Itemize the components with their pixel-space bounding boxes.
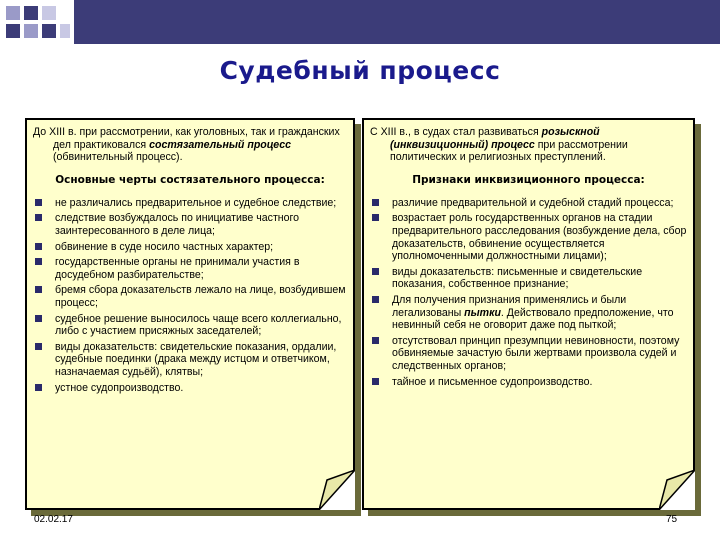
page-title: Судебный процесс: [219, 56, 501, 85]
list-item: обвинение в суде носило частных характер;: [33, 241, 347, 254]
inquisitorial-process-panel: [362, 118, 695, 510]
square-bullet-icon: [35, 243, 42, 250]
list-item: бремя сбора доказательств лежало на лице, возбудившем процесс;: [33, 284, 347, 309]
list-item: виды доказательств: свидетельские показания, ордалии, судебные поединки (драка между истцом и ответчиком, назначаемая судьёй), клятвы;: [33, 341, 347, 379]
page-number: 75: [666, 514, 678, 525]
square-bullet-icon: [372, 296, 379, 303]
square-bullet-icon: [372, 337, 379, 344]
footer-date: 02.02.17: [34, 514, 73, 525]
right-list: [370, 197, 687, 388]
list-item: тайное и письменное судопроизводство.: [370, 376, 687, 389]
list-item: отсутствовал принцип презумпции невиновности, поэтому обвиняемые зачастую были жертвами произвола судей и следственных органов;: [370, 335, 687, 373]
square-bullet-icon: [35, 384, 42, 391]
square-bullet-icon: [35, 199, 42, 206]
square-bullet-icon: [372, 378, 379, 385]
decor-square: [42, 6, 56, 20]
decor-square: [42, 24, 56, 38]
decor-square: [6, 24, 20, 38]
header-decoration: [0, 0, 720, 48]
square-bullet-icon: [372, 268, 379, 275]
list-item: устное судопроизводство.: [33, 382, 347, 395]
square-bullet-icon: [35, 214, 42, 221]
right-heading: Признаки инквизиционного процесса:: [412, 173, 645, 186]
decor-square: [24, 6, 38, 20]
list-item: следствие возбуждалось по инициативе частного заинтересованного в деле лица;: [33, 212, 347, 237]
list-item: виды доказательств: письменные и свидетельские показания, собственное признание;: [370, 266, 687, 291]
decor-square: [24, 24, 38, 38]
list-item: государственные органы не принимали участия в досудебном разбирательстве;: [33, 256, 347, 281]
page-curl-icon: [319, 470, 355, 510]
left-intro: До XIII в. при рассмотрении, как уголовных, так и гражданских дел практиковался состязательный процесс (обвинительный процесс).: [33, 126, 340, 164]
square-bullet-icon: [35, 258, 42, 265]
list-item: возрастает роль государственных органов на стадии предварительного расследования (возбуждение дела, сбор доказательств, обвинение осуществляется уполномоченными должностными лицами);: [370, 212, 687, 262]
right-intro: С XIII в., в судах стал развиваться розыскной (инквизиционный) процесс при рассмотрении политических и религиозных преступлений.: [370, 126, 628, 164]
adversarial-process-panel: [25, 118, 355, 510]
page-curl-icon: [659, 470, 695, 510]
left-heading: Основные черты состязательного процесса:: [55, 173, 325, 186]
decor-square: [60, 24, 70, 38]
header-stripe: [74, 0, 720, 44]
list-item: Для получения признания применялись и были легализованы пытки. Действовало предположение, что невинный себя не оговорит даже под пыткой;: [370, 294, 687, 332]
square-bullet-icon: [35, 343, 42, 350]
square-bullet-icon: [372, 199, 379, 206]
list-item: судебное решение выносилось чаще всего коллегиально, либо с участием присяжных заседателей;: [33, 313, 347, 338]
left-list: [33, 197, 347, 394]
square-bullet-icon: [35, 315, 42, 322]
decor-square: [6, 6, 20, 20]
list-item: не различались предварительное и судебное следствие;: [33, 197, 347, 210]
list-item: различие предварительной и судебной стадий процесса;: [370, 197, 687, 210]
square-bullet-icon: [35, 286, 42, 293]
square-bullet-icon: [372, 214, 379, 221]
